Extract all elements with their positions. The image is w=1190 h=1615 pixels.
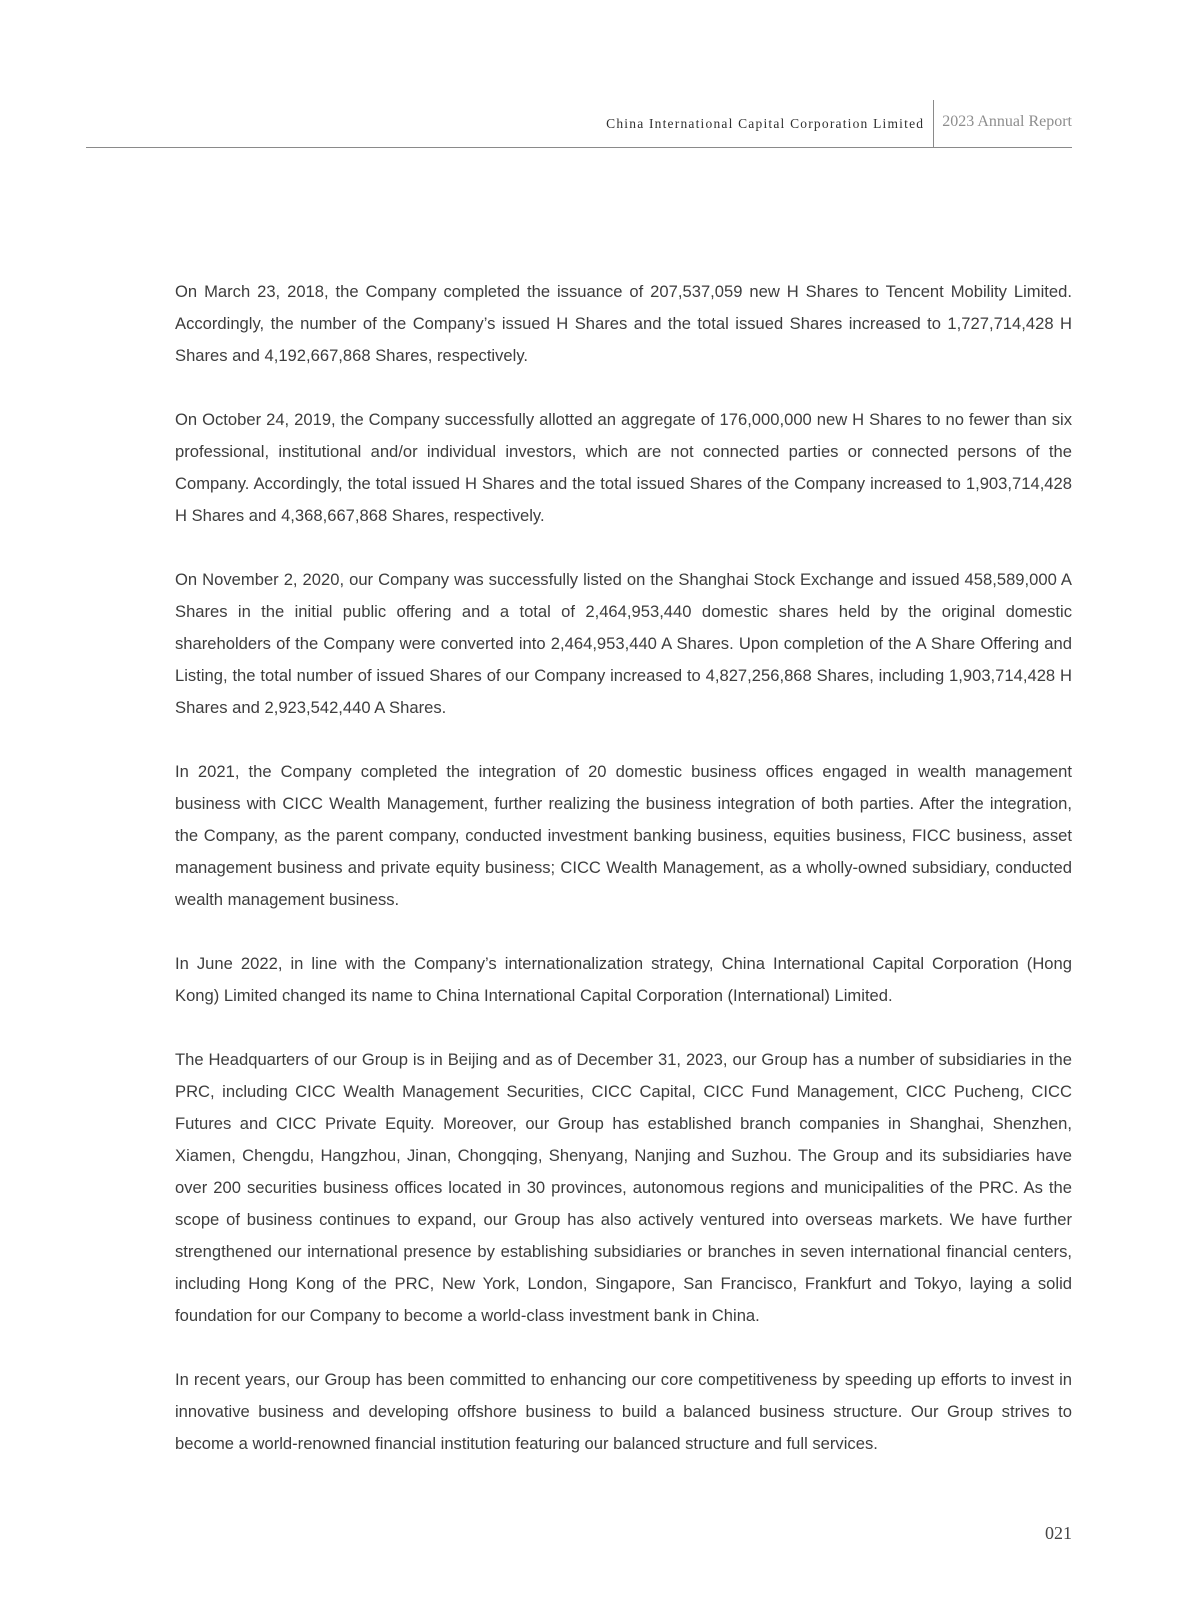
body-content xyxy=(175,276,1072,1492)
paragraph-2018-h-share-issuance: On March 23, 2018, the Company completed the issuance of 207,537,059 new H Shares to Tencent Mobility Limited. Accordingly, the number of the Company’s issued H Shares and the total issued Shares increased to 1,727,714,428 H Shares and 4,192,667,868 Shares, respectively. xyxy=(175,282,1072,365)
paragraph-2022-name-change: In June 2022, in line with the Company’s internationalization strategy, China International Capital Corporation (Hong Kong) Limited changed its name to China International Capital Corporation (International) Limited. xyxy=(175,954,1072,1005)
company-name: China International Capital Corporation Limited xyxy=(606,116,925,131)
paragraph-recent-strategy: In recent years, our Group has been committed to enhancing our core competitiveness by speeding up efforts to invest in innovative business and developing offshore business to build a balanced business structure. Our Group strives to become a world-renowned financial institution featuring our balanced structure and full services. xyxy=(175,1370,1072,1453)
paragraph-2021-integration: In 2021, the Company completed the integration of 20 domestic business offices engaged in wealth management business with CICC Wealth Management, further realizing the business integration of both parties. After the integration, the Company, as the parent company, conducted investment banking business, equities business, FICC business, asset management business and private equity business; CICC Wealth Management, as a wholly-owned subsidiary, conducted wealth management business. xyxy=(175,762,1072,909)
page-header xyxy=(86,100,1072,148)
page-number: 021 xyxy=(1045,1523,1072,1543)
report-title: 2023 Annual Report xyxy=(942,113,1072,130)
paragraph-2019-h-share-allotment: On October 24, 2019, the Company successfully allotted an aggregate of 176,000,000 new H Shares to no fewer than six professional, institutional and/or individual investors, which are not connected parties or connected persons of the Company. Accordingly, the total issued H Shares and the total issued Shares of the Company increased to 1,903,714,428 H Shares and 4,368,667,868 Shares, respectively. xyxy=(175,410,1072,525)
paragraph-2020-a-share-listing: On November 2, 2020, our Company was successfully listed on the Shanghai Stock Exchange and issued 458,589,000 A Shares in the initial public offering and a total of 2,464,953,440 domestic shares held by the original domestic shareholders of the Company were converted into 2,464,953,440 A Shares. Upon completion of the A Share Offering and Listing, the total number of issued Shares of our Company increased to 4,827,256,868 Shares, including 1,903,714,428 H Shares and 2,923,542,440 A Shares. xyxy=(175,570,1072,717)
paragraph-headquarters-network: The Headquarters of our Group is in Beijing and as of December 31, 2023, our Group has a number of subsidiaries in the PRC, including CICC Wealth Management Securities, CICC Capital, CICC Fund Management, CICC Pucheng, CICC Futures and CICC Private Equity. Moreover, our Group has established branch companies in Shanghai, Shenzhen, Xiamen, Chengdu, Hangzhou, Jinan, Chongqing, Shenyang, Nanjing and Suzhou. The Group and its subsidiaries have over 200 securities business offices located in 30 provinces, autonomous regions and municipalities of the PRC. As the scope of business continues to expand, our Group has also actively ventured into overseas markets. We have further strengthened our international presence by establishing subsidiaries or branches in seven international financial centers, including Hong Kong of the PRC, New York, London, Singapore, San Francisco, Frankfurt and Tokyo, laying a solid foundation for our Company to become a world-class investment bank in China. xyxy=(175,1050,1072,1325)
header-title-group xyxy=(606,100,1072,147)
